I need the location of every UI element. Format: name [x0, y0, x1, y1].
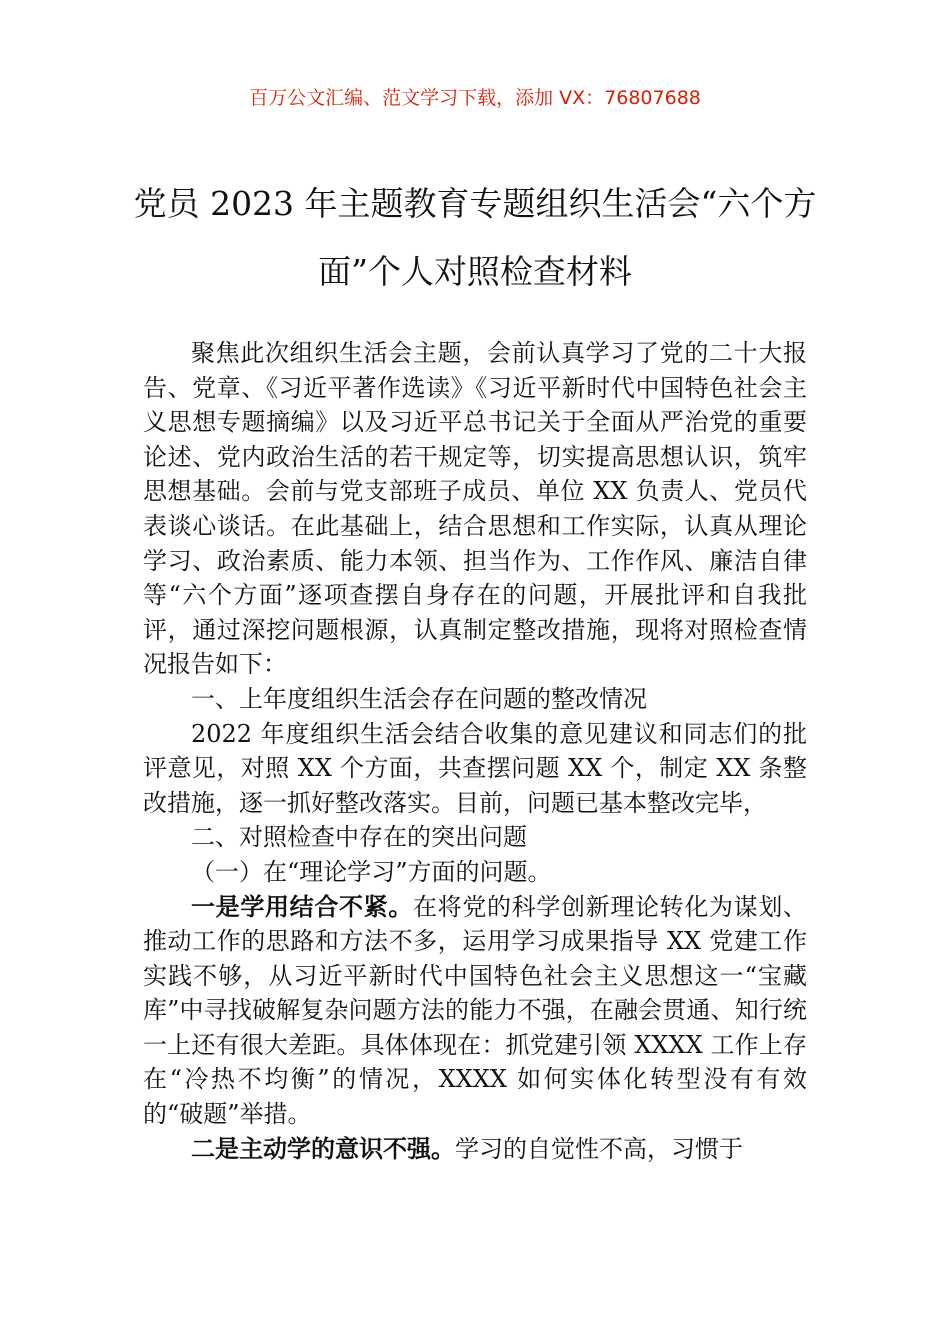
- point-1-text: 在将党的科学创新理论转化为谋划、推动工作的思路和方法不多，运用学习成果指导 XX 党建工作实践不够，从习近平新时代中国特色社会主义思想这一“宝藏库”中寻找破解复杂问题方法的能力不强，在融会贯通、知行统一上还有很大差距。具体体现在：抓党建引领 XXXX 工作上存在“冷热不均衡”的情况，XXXX 如何实体化转型没有有效的“破题”举措。: [143, 892, 807, 1129]
- point-2-text: 学习的自觉性不高，习惯于: [455, 1134, 743, 1163]
- intro-paragraph: 聚焦此次组织生活会主题，会前认真学习了党的二十大报告、党章、《习近平著作选读》《习近平新时代中国特色社会主义思想专题摘编》以及习近平总书记关于全面从严治党的重要论述、党内政治生活的若干规定等，切实提高思想认识，筑牢思想基础。会前与党支部班子成员、单位 XX 负责人、党员代表谈心谈话。在此基础上，结合思想和工作实际，认真从理论学习、政治素质、能力本领、担当作为、工作作风、廉洁自律等“六个方面”逐项查摆自身存在的问题，开展批评和自我批评，通过深挖问题根源，认真制定整改措施，现将对照检查情况报告如下：: [143, 339, 807, 679]
- section-1-paragraph: 2022 年度组织生活会结合收集的意见建议和同志们的批评意见，对照 XX 个方面，共查摆问题 XX 个，制定 XX 条整改措施，逐一抓好整改落实。目前，问题已基本整改完毕，: [143, 719, 807, 817]
- section-2-subheading: （一）在“理论学习”方面的问题。: [191, 857, 552, 886]
- section-1-heading: 一、上年度组织生活会存在问题的整改情况: [191, 684, 647, 713]
- document-body: [143, 336, 807, 1166]
- point-1-paragraph: [143, 890, 807, 1132]
- document-title: 党员 2023 年主题教育专题组织生活会“六个方面”个人对照检查材料: [133, 184, 817, 291]
- header-note: 百万公文汇编、范文学习下载，添加 VX：76807688: [249, 87, 701, 109]
- section-2-heading: 二、对照检查中存在的突出问题: [191, 823, 527, 852]
- point-1-lead: 一是学用结合不紧。: [191, 891, 413, 921]
- point-2-paragraph: [143, 1132, 807, 1167]
- point-2-lead: 二是主动学的意识不强。: [191, 1133, 455, 1163]
